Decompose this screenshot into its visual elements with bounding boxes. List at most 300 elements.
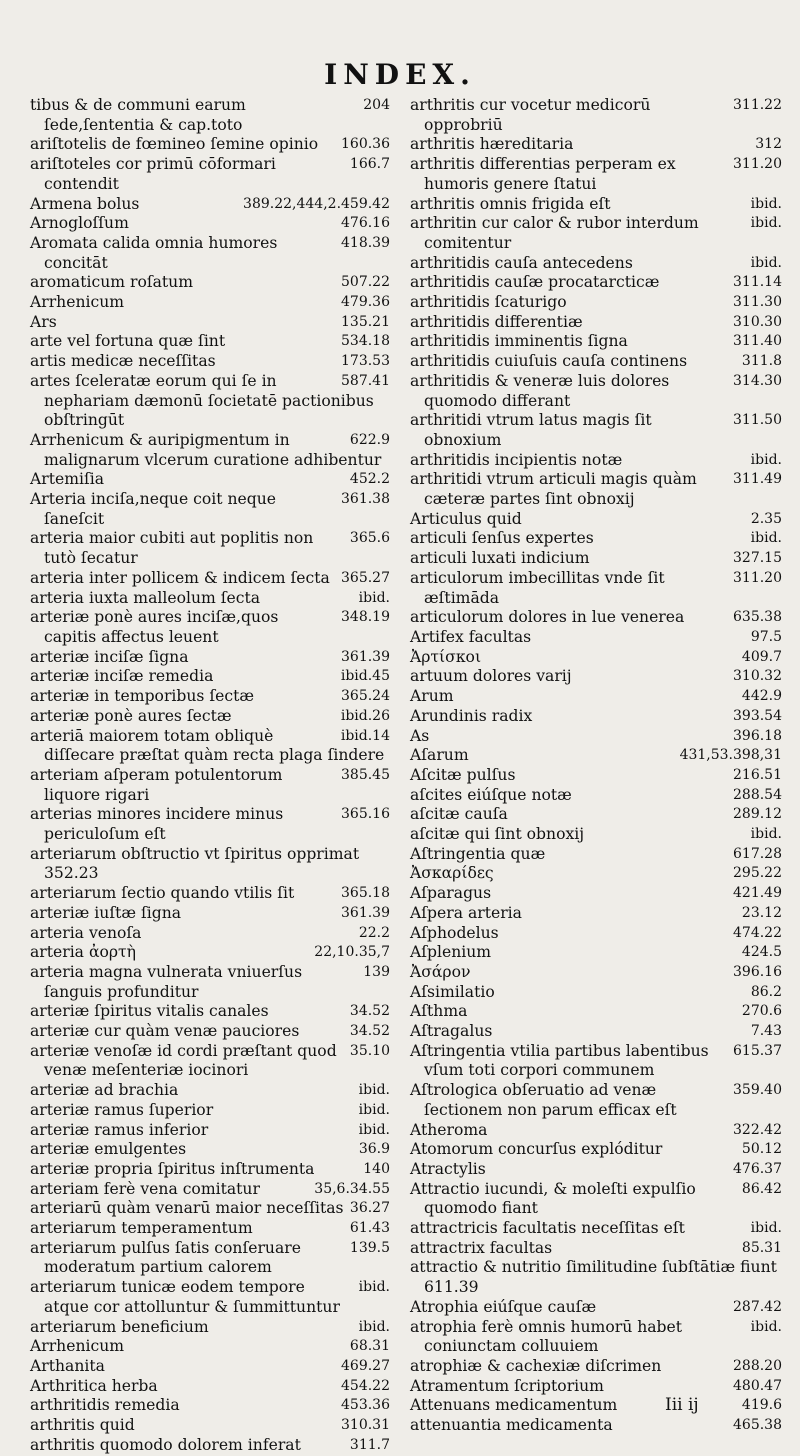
entry-text: articuli luxati indicium	[410, 549, 590, 568]
entry-text: arthritidis cauſæ procatarcticæ	[410, 273, 660, 292]
entry-text: arteria maior cubiti aut poplitis non tutò ſecatur	[30, 529, 314, 568]
entry-page-ref: 35.10	[349, 1042, 390, 1059]
index-entry	[30, 727, 390, 766]
entry-page-ref: 419.6	[741, 1397, 782, 1414]
entry-page-ref: 97.5	[750, 628, 782, 645]
entry-page-ref: 476.37	[733, 1160, 782, 1177]
entry-page-ref: 36.27	[349, 1200, 390, 1217]
entry-page-ref: 469.27	[341, 1358, 390, 1374]
entry-text: attractrix facultas	[410, 1238, 553, 1257]
index-entry	[410, 1042, 782, 1081]
index-entry	[30, 805, 390, 844]
entry-text: arteria inter pollicem & indicem ſecta	[30, 568, 330, 587]
entry-text: arthritidi vtrum articuli magis quàm cæteræ partes ſint obnoxij	[410, 470, 697, 509]
entry-page-ref: 7.43	[750, 1023, 782, 1040]
index-entry	[30, 589, 390, 609]
index-entry	[410, 1239, 782, 1259]
index-entry	[30, 766, 390, 805]
entry-text: arteriæ iuſtæ ſigna	[30, 903, 182, 922]
entry-text: arteriarum beneficium	[30, 1317, 209, 1336]
entry-page-ref: 396.16	[733, 963, 782, 980]
entry-page-ref: 287.42	[733, 1298, 782, 1315]
entry-text: arteria ἀορτὴ	[30, 943, 136, 962]
entry-page-ref: ibid.	[358, 1279, 390, 1296]
entry-text: Ars	[30, 312, 57, 331]
entry-page-ref: 453.36	[341, 1397, 390, 1414]
entry-page-ref: 587.41	[341, 372, 390, 389]
entry-page-ref: 479.36	[341, 294, 390, 311]
entry-page-ref: 85.31	[741, 1239, 782, 1256]
entry-page-ref: 61.43	[349, 1220, 390, 1237]
index-entry	[30, 1377, 390, 1397]
entry-page-ref: ibid.45	[340, 668, 390, 685]
entry-page-ref: 465.38	[733, 1417, 782, 1434]
index-entry	[410, 963, 782, 983]
entry-page-ref: 361.38	[341, 491, 390, 508]
index-entry	[30, 195, 390, 215]
entry-page-ref: 365.27	[341, 569, 390, 586]
entry-page-ref: 359.40	[733, 1082, 782, 1099]
entry-text: arteriam aſperam potulentorum liquore rigari	[30, 765, 283, 804]
entry-text: atrophia ferè omnis humorū habet coniunctam colluuiem	[410, 1317, 683, 1356]
entry-text: Atractylis	[410, 1159, 486, 1178]
entry-page-ref: 424.5	[741, 944, 782, 961]
entry-text: arteriarū quàm venarū maior neceſſitas	[30, 1199, 344, 1218]
entry-text: Aſtrologica obſeruatio ad venæ ſectionem non parum efficax eſt	[410, 1081, 677, 1119]
index-entry	[410, 667, 782, 687]
entry-text: arteriarum ſectio quando vtilis ſit	[30, 884, 295, 903]
entry-page-ref: ibid.	[750, 530, 782, 547]
entry-text: Aſsimilatio	[410, 982, 495, 1001]
index-entry	[410, 1396, 782, 1416]
index-entry	[410, 1377, 782, 1397]
entry-page-ref: 635.38	[733, 609, 782, 626]
entry-page-ref: 361.39	[341, 904, 390, 921]
index-entry	[30, 963, 390, 1002]
index-entry	[410, 155, 782, 194]
entry-text: aſcites eiúſque notæ	[410, 785, 572, 804]
entry-text: Ἀρτίσκοι	[410, 647, 482, 666]
index-entry	[410, 372, 782, 411]
entry-text: Arum	[410, 687, 454, 706]
entry-page-ref: 68.31	[349, 1338, 390, 1355]
entry-text: Artemiſia	[30, 470, 105, 489]
entry-page-ref: 452.2	[349, 471, 390, 488]
entry-page-ref: 216.51	[733, 766, 782, 783]
entry-page-ref: 418.39	[341, 234, 390, 251]
entry-page-ref: ibid.	[750, 1220, 782, 1237]
entry-text: arthritidis ſcaturigo	[410, 293, 567, 312]
entry-text: atrophiæ & cachexiæ diſcrimen	[410, 1357, 662, 1375]
entry-page-ref: 311.22	[733, 97, 782, 113]
entry-text: Aſpera arteria	[410, 903, 522, 922]
entry-text: articuli ſenſus expertes	[410, 529, 594, 548]
entry-text: arthritis quomodo dolorem inferat	[30, 1435, 301, 1454]
index-entry	[30, 687, 390, 707]
entry-page-ref: 288.54	[733, 786, 782, 803]
entry-page-ref: 454.22	[341, 1377, 390, 1394]
index-entry	[30, 1081, 390, 1101]
entry-page-ref: 311.20	[733, 156, 782, 173]
entry-text: Arrhenicum	[30, 1337, 125, 1356]
index-entry	[410, 746, 782, 766]
entry-page-ref: 310.32	[733, 668, 782, 685]
entry-text: Atrophia eiúſque cauſæ	[410, 1297, 597, 1316]
entry-text: Attractio iucundi, & moleſti expulſio quomodo fiant	[410, 1179, 696, 1218]
index-entry	[30, 1160, 390, 1180]
entry-text: arteriæ emulgentes	[30, 1140, 187, 1159]
index-entry	[410, 332, 782, 352]
entry-text: arthritidis differentiæ	[410, 312, 583, 331]
entry-text: arthritin cur calor & rubor interdum comitentur	[410, 214, 699, 252]
index-entry	[30, 214, 390, 234]
entry-text: arthritidis incipientis notæ	[410, 450, 623, 469]
index-entry	[30, 234, 390, 273]
entry-text: Aſplenium	[410, 943, 492, 962]
index-entry	[410, 943, 782, 963]
index-entry	[410, 470, 782, 509]
entry-page-ref: 365.6	[349, 530, 390, 547]
index-entry	[410, 608, 782, 628]
entry-page-ref: 270.6	[741, 1003, 782, 1020]
entry-text: arteria iuxta malleolum ſecta	[30, 588, 261, 607]
entry-text: arthritidis cuiuſuis cauſa continens	[410, 352, 688, 371]
entry-page-ref: 166.7	[349, 156, 390, 173]
entry-text: Atomorum concurſus explóditur	[410, 1140, 663, 1159]
index-entry	[410, 214, 782, 253]
entry-text: Arrhenicum	[30, 293, 125, 312]
entry-page-ref: 22.2	[358, 924, 390, 941]
entry-text: Atramentum ſcriptorium	[410, 1376, 604, 1395]
index-entry	[30, 431, 390, 470]
entry-page-ref: ibid.	[750, 254, 782, 271]
entry-page-ref: 23.12	[741, 904, 782, 921]
entry-page-ref: 289.12	[733, 806, 782, 823]
entry-text: arteriæ venoſæ id cordi præſtant quod venæ meſenteriæ iocinori	[30, 1041, 337, 1080]
index-entry	[410, 1298, 782, 1318]
entry-text: arthritidi vtrum latus magis ſit obnoxium	[410, 411, 652, 449]
index-entry	[30, 352, 390, 372]
entry-page-ref: ibid.	[750, 215, 782, 232]
entry-page-ref: 442.9	[741, 688, 782, 705]
entry-page-ref: 622.9	[349, 431, 390, 448]
entry-page-ref: 534.18	[341, 333, 390, 350]
entry-page-ref: 139	[363, 963, 390, 980]
entry-text: Attenuans medicamentum	[410, 1396, 618, 1415]
entry-text: arthritis cur vocetur medicorū opprobriū	[410, 96, 651, 134]
index-entry	[30, 1337, 390, 1357]
index-entry	[410, 845, 782, 865]
entry-page-ref: 409.7	[741, 648, 782, 665]
entry-text: arteriæ inciſæ ſigna	[30, 647, 189, 666]
index-entry	[30, 569, 390, 589]
entry-page-ref: 322.42	[733, 1121, 782, 1138]
entry-page-ref: 365.18	[341, 885, 390, 902]
entry-text: Arundinis radix	[410, 706, 533, 725]
index-entry	[30, 313, 390, 333]
entry-text: arteriæ ramus ſuperior	[30, 1100, 214, 1119]
entry-text: aſcitæ qui ſint obnoxij	[410, 825, 585, 844]
entry-text: arteriam ferè vena comitatur	[30, 1179, 260, 1198]
index-entry	[410, 1160, 782, 1180]
entry-text: aromaticum roſatum	[30, 273, 194, 292]
entry-text: Arrhenicum & auripigmentum in malignarum vlcerum curatione adhibentur	[30, 430, 382, 469]
entry-text: Ἀσάρον	[410, 962, 471, 981]
index-entry	[410, 254, 782, 274]
entry-page-ref: ibid.	[750, 1318, 782, 1335]
entry-page-ref: 34.52	[349, 1003, 390, 1020]
entry-page-ref: 295.22	[733, 865, 782, 882]
index-entry	[410, 549, 782, 569]
index-entry	[410, 707, 782, 727]
index-entry	[410, 864, 782, 884]
entry-page-ref: 474.22	[733, 924, 782, 941]
index-entry	[410, 529, 782, 549]
entry-text: arteriarum obſtructio vt ſpiritus opprimat 352.23	[30, 844, 360, 883]
entry-text: articulorum imbecillitas vnde ſit æſtimāda	[410, 568, 665, 607]
entry-text: Aromata calida omnia humores concitāt	[30, 233, 278, 272]
entry-text: aſcitæ cauſa	[410, 805, 508, 824]
index-entry	[30, 135, 390, 155]
index-column-left	[30, 96, 390, 1454]
index-entry	[410, 96, 782, 135]
index-entry	[30, 1219, 390, 1239]
entry-page-ref: 288.20	[733, 1358, 782, 1374]
entry-page-ref: 365.24	[341, 688, 390, 705]
entry-text: arteriæ propria ſpiritus inſtrumenta	[30, 1159, 315, 1178]
entry-page-ref: 476.16	[341, 215, 390, 232]
entry-text: arthritidis remedia	[30, 1396, 180, 1415]
entry-text: ariſtotelis de fœmineo ſemine opinio	[30, 135, 319, 154]
index-entry	[410, 1318, 782, 1357]
signature-mark: Iii ij	[665, 1395, 699, 1415]
entry-page-ref: ibid.26	[340, 707, 390, 724]
index-entry	[30, 845, 390, 884]
index-entry	[410, 293, 782, 313]
index-entry	[410, 195, 782, 215]
entry-page-ref: 34.52	[349, 1023, 390, 1040]
entry-text: arthritis hæreditaria	[410, 135, 574, 154]
entry-text: articulorum dolores in lue venerea	[410, 608, 685, 627]
entry-page-ref: 160.36	[341, 136, 390, 153]
index-entry	[410, 273, 782, 293]
entry-page-ref: 2.35	[750, 510, 782, 527]
index-entry	[410, 628, 782, 648]
index-entry	[410, 648, 782, 668]
entry-page-ref: 311.40	[733, 333, 782, 350]
index-entry	[410, 1258, 782, 1297]
index-entry	[30, 1239, 390, 1278]
entry-page-ref: 327.15	[733, 550, 782, 567]
entry-page-ref: ibid.	[358, 1121, 390, 1138]
index-entry	[410, 352, 782, 372]
entry-text: arthritis omnis frigida eſt	[410, 194, 611, 213]
entry-page-ref: 348.19	[341, 609, 390, 626]
entry-text: arteriæ ſpiritus vitalis canales	[30, 1002, 269, 1021]
entry-text: arteriæ ponè aures inciſæ,quos capitis affectus leuent	[30, 608, 279, 646]
index-entry	[30, 1140, 390, 1160]
entry-text: attractio & nutritio ſimilitudine ſubſtātiæ fiunt 611.39	[410, 1258, 777, 1297]
entry-page-ref: 311.50	[733, 412, 782, 429]
entry-page-ref: 385.45	[341, 766, 390, 783]
index-entry	[30, 293, 390, 313]
entry-text: arteria venoſa	[30, 923, 142, 942]
index-entry	[30, 924, 390, 944]
entry-text: arteriarum tunicæ eodem tempore atque cor attolluntur & ſummittuntur	[30, 1278, 340, 1316]
index-entry	[30, 332, 390, 352]
index-entry	[410, 805, 782, 825]
entry-page-ref: 396.18	[733, 727, 782, 744]
entry-text: arteriarum temperamentum	[30, 1219, 253, 1238]
entry-text: Aſparagus	[410, 884, 492, 903]
entry-page-ref: 311.8	[741, 353, 782, 370]
index-entry	[410, 1180, 782, 1219]
entry-page-ref: ibid.	[358, 1082, 390, 1099]
entry-page-ref: 311.49	[733, 471, 782, 488]
entry-text: arteriæ inciſæ remedia	[30, 667, 214, 686]
entry-text: arteriarum pulſus ſatis conſeruare moderatum partium calorem	[30, 1238, 301, 1277]
entry-page-ref: 36.9	[358, 1141, 390, 1158]
entry-text: Artifex facultas	[410, 627, 532, 646]
entry-text: Arthanita	[30, 1357, 105, 1375]
index-entry	[410, 766, 782, 786]
entry-page-ref: ibid.	[750, 826, 782, 843]
entry-page-ref: 389.22,444,2.459.42	[243, 195, 390, 212]
entry-text: Aſtringentia quæ	[410, 844, 546, 863]
entry-page-ref: ibid.14	[340, 727, 390, 744]
index-entry	[30, 1199, 390, 1219]
entry-text: arthritidis cauſa antecedens	[410, 253, 633, 272]
index-entry	[410, 411, 782, 450]
entry-text: arteriæ ramus inferior	[30, 1120, 209, 1139]
entry-page-ref: ibid.	[750, 451, 782, 468]
entry-text: arteriā maiorem totam obliquè diſſecare præſtat quàm recta plaga ſindere	[30, 726, 385, 765]
entry-page-ref: 312	[755, 136, 782, 153]
entry-text: artuum dolores varij	[410, 667, 572, 686]
index-entry	[30, 884, 390, 904]
entry-text: Ἀσκαρίδες	[410, 864, 494, 883]
index-entry	[30, 1318, 390, 1338]
entry-page-ref: 139.5	[349, 1239, 390, 1256]
index-entry	[30, 155, 390, 194]
entry-text: arthritis differentias perperam ex humoris genere ſtatui	[410, 155, 676, 193]
index-entry	[410, 1357, 782, 1377]
index-entry	[410, 687, 782, 707]
entry-text: arteriæ ad brachia	[30, 1081, 179, 1100]
index-entry	[30, 1436, 390, 1456]
index-entry	[30, 372, 390, 431]
index-entry	[30, 1002, 390, 1022]
index-entry	[410, 1140, 782, 1160]
index-entry	[30, 1121, 390, 1141]
entry-page-ref: 311.20	[733, 569, 782, 586]
entry-page-ref: 311.14	[733, 274, 782, 291]
entry-text: artis medicæ neceſſitas	[30, 352, 216, 371]
entry-text: arthritidis imminentis ſigna	[410, 332, 628, 351]
entry-page-ref: 615.37	[733, 1042, 782, 1059]
entry-page-ref: 173.53	[341, 353, 390, 370]
entry-page-ref: 135.21	[341, 313, 390, 330]
entry-text: Aſtringentia vtilia partibus labentibus vſum toti corpori communem	[410, 1041, 709, 1080]
entry-text: As	[410, 726, 430, 745]
entry-text: Armena bolus	[30, 194, 140, 213]
entry-text: arteriæ cur quàm venæ pauciores	[30, 1022, 300, 1041]
index-entry	[410, 1002, 782, 1022]
index-entry	[30, 96, 390, 135]
entry-page-ref: 431,53.398,31	[679, 747, 782, 764]
index-entry	[30, 707, 390, 727]
entry-text: Articulus quid	[410, 509, 522, 528]
entry-page-ref: 310.30	[733, 313, 782, 330]
entry-text: arthritidis & veneræ luis dolores quomodo differant	[410, 371, 670, 410]
entry-page-ref: ibid.	[358, 589, 390, 606]
entry-page-ref: 311.30	[733, 294, 782, 311]
entry-page-ref: 140	[363, 1160, 390, 1177]
page-header: INDEX.	[324, 58, 476, 91]
index-entry	[410, 983, 782, 1003]
entry-text: tibus & de communi earum ſede,ſententia & cap.toto	[30, 96, 246, 134]
entry-text: Aſarum	[410, 746, 469, 765]
entry-text: Arteria inciſa,neque coit neque ſaneſcit	[30, 490, 277, 528]
index-entry	[410, 786, 782, 806]
entry-text: arthritis quid	[30, 1416, 135, 1435]
index-entry	[30, 1180, 390, 1200]
index-entry	[30, 1357, 390, 1377]
index-entry	[410, 313, 782, 333]
entry-text: arteriæ in temporibus ſectæ	[30, 687, 255, 706]
index-entry	[30, 1278, 390, 1317]
entry-page-ref: 86.42	[741, 1180, 782, 1197]
index-entry	[30, 273, 390, 293]
entry-page-ref: 204	[363, 97, 390, 113]
index-entry	[410, 1219, 782, 1239]
index-entry	[30, 529, 390, 568]
entry-text: arte vel fortuna quæ ſint	[30, 332, 226, 351]
entry-page-ref: 480.47	[733, 1377, 782, 1394]
entry-text: arterias minores incidere minus periculoſum eſt	[30, 805, 284, 844]
index-entry	[410, 135, 782, 155]
entry-page-ref: ibid.	[358, 1101, 390, 1118]
entry-page-ref: 311.7	[349, 1436, 390, 1453]
entry-page-ref: 365.16	[341, 806, 390, 823]
entry-text: ariſtoteles cor primū cōformari contendit	[30, 155, 276, 193]
index-entry	[410, 510, 782, 530]
index-entry	[30, 1101, 390, 1121]
index-entry	[30, 1396, 390, 1416]
entry-page-ref: 86.2	[750, 983, 782, 1000]
index-entry	[30, 1022, 390, 1042]
entry-page-ref: 314.30	[733, 372, 782, 389]
entry-text: artes ſceleratæ eorum qui ſe in nephariam dæmonū ſocietatē pactionibus obſtringūt	[30, 371, 374, 430]
entry-text: Aſthma	[410, 1002, 468, 1021]
index-entry	[410, 1121, 782, 1141]
index-entry	[410, 569, 782, 608]
entry-page-ref: 617.28	[733, 845, 782, 862]
index-entry	[30, 470, 390, 490]
entry-page-ref: ibid.	[358, 1318, 390, 1335]
entry-text: Aſcitæ pulſus	[410, 765, 516, 784]
entry-text: attenuantia medicamenta	[410, 1416, 613, 1435]
index-entry	[30, 904, 390, 924]
entry-text: Atheroma	[410, 1120, 488, 1139]
index-entry	[410, 884, 782, 904]
entry-page-ref: 35,6.34.55	[314, 1180, 390, 1197]
index-entry	[410, 1081, 782, 1120]
index-entry	[410, 727, 782, 747]
entry-page-ref: 507.22	[341, 274, 390, 291]
entry-page-ref: 310.31	[341, 1417, 390, 1434]
entry-page-ref: 421.49	[733, 885, 782, 902]
